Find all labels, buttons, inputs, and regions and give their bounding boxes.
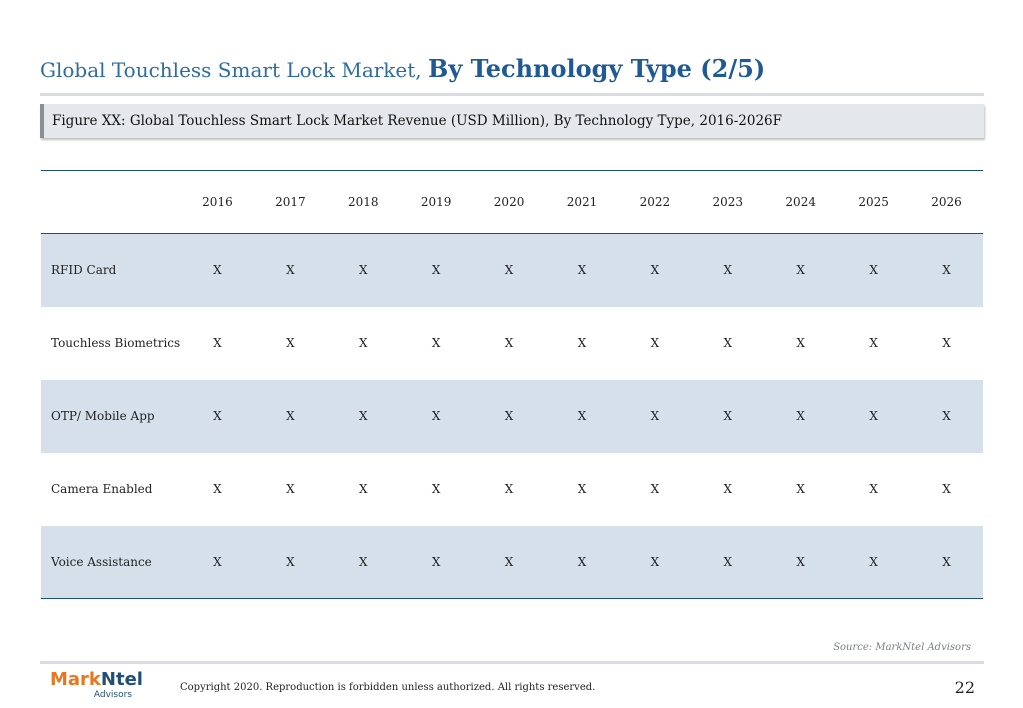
row-label: Camera Enabled xyxy=(51,482,153,496)
year-header: 2023 xyxy=(691,171,764,234)
table-cell: X xyxy=(650,482,660,496)
figure-caption: Figure XX: Global Touchless Smart Lock Market Revenue (USD Million), By Technology Type, 2016-2026F xyxy=(40,104,984,138)
table-row xyxy=(41,380,983,453)
table-cell: X xyxy=(327,526,400,599)
marknetel-logo xyxy=(50,669,143,703)
table-cell: X xyxy=(650,409,660,423)
logo-wordmark-mark: Mark xyxy=(50,669,101,690)
table-row xyxy=(41,453,983,526)
market-table xyxy=(41,170,983,599)
table-cell: X xyxy=(796,336,805,350)
table-cell: X xyxy=(942,263,951,278)
page-title xyxy=(40,54,765,83)
table-cell: X xyxy=(910,526,983,599)
title-divider xyxy=(40,93,984,96)
table-cell: X xyxy=(723,482,733,496)
table-cell: X xyxy=(577,263,587,278)
year-header: 2021 xyxy=(546,171,619,234)
year-header: 2026 xyxy=(910,171,983,234)
logo-wordmark xyxy=(50,669,143,690)
table-cell: X xyxy=(400,526,473,599)
row-label: Touchless Biometrics xyxy=(51,336,181,350)
table-cell: X xyxy=(650,336,660,350)
logo-subtitle: Advisors xyxy=(93,690,132,700)
table-cell: X xyxy=(213,482,222,496)
table-cell: X xyxy=(723,263,733,278)
table-cell: X xyxy=(213,263,222,278)
table-cell: X xyxy=(431,409,441,423)
table-cell: X xyxy=(358,336,368,350)
table-header-row xyxy=(41,171,983,234)
table-cell: X xyxy=(942,482,951,496)
table-cell: X xyxy=(764,526,837,599)
table-cell: X xyxy=(869,409,878,423)
table-cell: X xyxy=(618,526,691,599)
table-cell: X xyxy=(358,263,368,278)
table-cell: X xyxy=(286,263,295,278)
table-cell: X xyxy=(213,409,222,423)
year-header: 2025 xyxy=(837,171,910,234)
year-header: 2018 xyxy=(327,171,400,234)
year-header: 2024 xyxy=(764,171,837,234)
year-header: 2017 xyxy=(254,171,327,234)
table-row xyxy=(41,234,983,307)
table-cell: X xyxy=(942,409,951,423)
title-emphasis: By Technology Type (2/5) xyxy=(428,54,766,83)
table-cell: X xyxy=(431,336,441,350)
table-cell: X xyxy=(254,526,327,599)
row-label: OTP/ Mobile App xyxy=(51,409,155,423)
table-cell: X xyxy=(796,482,805,496)
table-cell: X xyxy=(577,409,587,423)
table-cell: X xyxy=(431,482,441,496)
table-cell: X xyxy=(577,336,587,350)
table-cell: X xyxy=(577,482,587,496)
year-header: 2020 xyxy=(473,171,546,234)
table-cell: X xyxy=(504,336,514,350)
year-header: 2016 xyxy=(181,171,254,234)
table-cell: X xyxy=(546,526,619,599)
table-cell: X xyxy=(723,409,733,423)
table-cell: X xyxy=(504,482,514,496)
table-cell: X xyxy=(286,482,295,496)
table-cell: X xyxy=(837,526,910,599)
title-prefix: Global Touchless Smart Lock Market, xyxy=(40,58,429,82)
row-label: Voice Assistance xyxy=(41,526,181,599)
year-header: 2022 xyxy=(618,171,691,234)
table-row xyxy=(41,526,983,599)
table-cell: X xyxy=(723,336,733,350)
table-cell: X xyxy=(431,263,441,278)
table-cell: X xyxy=(691,526,764,599)
row-label: RFID Card xyxy=(51,263,117,278)
page-number: 22 xyxy=(954,678,975,697)
table-cell: X xyxy=(181,526,254,599)
table-cell: X xyxy=(869,336,878,350)
table-cell: X xyxy=(796,263,805,278)
table-cell: X xyxy=(504,409,514,423)
table-cell: X xyxy=(473,526,546,599)
year-header: 2019 xyxy=(400,171,473,234)
table-cell: X xyxy=(650,263,660,278)
table-cell: X xyxy=(286,409,295,423)
logo-wordmark-ntel: Ntel xyxy=(100,669,143,690)
copyright-text: Copyright 2020. Reproduction is forbidden unless authorized. All rights reserved. xyxy=(180,682,596,693)
footer-divider xyxy=(40,661,984,664)
table-cell: X xyxy=(942,336,951,350)
table-cell: X xyxy=(213,336,222,350)
table-cell: X xyxy=(504,263,514,278)
table-cell: X xyxy=(869,263,878,278)
table-cell: X xyxy=(869,482,878,496)
table-cell: X xyxy=(286,336,295,350)
table-cell: X xyxy=(796,409,805,423)
table-row xyxy=(41,307,983,380)
table-cell: X xyxy=(358,482,368,496)
table-corner-cell xyxy=(41,171,181,234)
table-body xyxy=(41,234,983,599)
source-note: Source: MarkNtel Advisors xyxy=(833,642,971,653)
table-cell: X xyxy=(358,409,368,423)
